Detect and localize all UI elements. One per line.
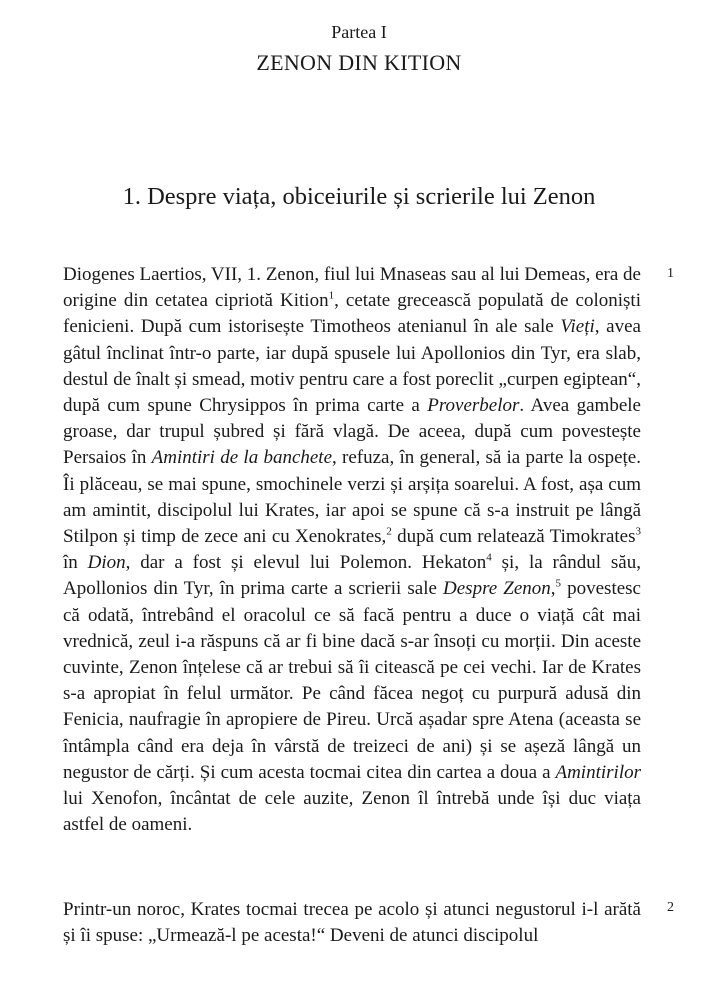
text-run: , <box>550 578 556 600</box>
part-label: Partea I <box>331 22 387 42</box>
text-run: după cum relatează Timokrates <box>391 526 636 548</box>
italic-title: Amintiri de la banchete <box>151 447 333 469</box>
footnote-ref: 1 <box>328 289 335 302</box>
text-run: în <box>63 552 88 574</box>
footnote-ref: 3 <box>635 525 641 538</box>
chapter-title: 1. Despre viața, obiceiurile și scrierile lui Zenon <box>122 183 596 210</box>
text-run: , cetate grecească populată de coloniști fenicieni. După cum istorisește Timotheos atenianul în ale sale <box>63 290 641 338</box>
text-run: . Avea gambele groase, dar trupul șubred și fără vlagă. De aceea, după cum povestește Persaios în <box>63 395 641 469</box>
part-title: ZENON DIN KITION <box>256 50 462 75</box>
italic-title: Despre Zenon <box>443 578 551 600</box>
paragraph-2 <box>63 897 641 949</box>
text-run: Diogenes Laertios, VII, 1. Zenon, fiul lui Mnaseas sau al lui Demeas, era de origine din cetatea cipriotă Kition <box>63 264 641 312</box>
text-run: , refuza, în general, să ia parte la ospețe. Îi plăceau, se mai spune, smochinele verzi și arșița soarelui. A fost, așa cum am amintit, discipolul lui Krates, iar apoi se spune că s-a instruit pe lângă Stilpon și timp de zece ani cu Xenokrates, <box>63 447 641 548</box>
text-run: , dar a fost și elevul lui Polemon. Hekaton <box>125 552 487 574</box>
text-run: și, la rândul său, Apollonios din Tyr, în prima carte a scrierii sale <box>63 552 641 600</box>
paragraph-number-2: 2 <box>667 900 674 915</box>
footnote-ref: 5 <box>555 578 562 591</box>
italic-title: Vieți <box>560 316 595 338</box>
paragraph-number-1: 1 <box>667 266 674 281</box>
text-run: , avea gâtul înclinat într-o parte, iar după spusele lui Apollonios din Tyr, era slab, destul de înalt și smead, motiv pentru care a fost poreclit „curpen egiptean“, după cum spune Chrysippos în prima carte a <box>63 316 641 417</box>
paragraph-1 <box>63 262 641 838</box>
footnote-ref: 4 <box>486 551 492 564</box>
text-run: lui Xenofon, încântat de cele auzite, Zenon îl întrebă unde își duc viața astfel de oameni. <box>63 788 641 836</box>
italic-title: Proverbelor <box>427 395 520 417</box>
italic-title: Amintirilor <box>555 761 641 783</box>
text-run: povestesc că odată, întrebând el oracolul ce să facă pentru a duce o viață cât mai vrednică, zeul i-a răspuns că ar fi bine dacă s-ar însoți cu morții. Din aceste cuvinte, Zenon înțelese că ar trebui să îi citească pe cei vechi. Iar de Krates s-a apropiat în felul următor. Pe când făcea negoț cu purpură adusă din Fenicia, naufragie în apropiere de Pireu. Urcă așadar spre Atena (aceasta se întâmpla când era deja în vârstă de treizeci de ani) și se așeză lângă un negustor de cărți. Și cum acesta tocmai citea din cartea a doua a <box>63 578 641 783</box>
text-run: Printr-un noroc, Krates tocmai trecea pe acolo și atunci negustorul i-l arătă și îi spuse: „Urmează-l pe acesta!“ Deveni de atunci discipolul <box>63 899 641 947</box>
footnote-ref: 2 <box>386 525 392 538</box>
italic-title: Dion <box>87 552 126 574</box>
